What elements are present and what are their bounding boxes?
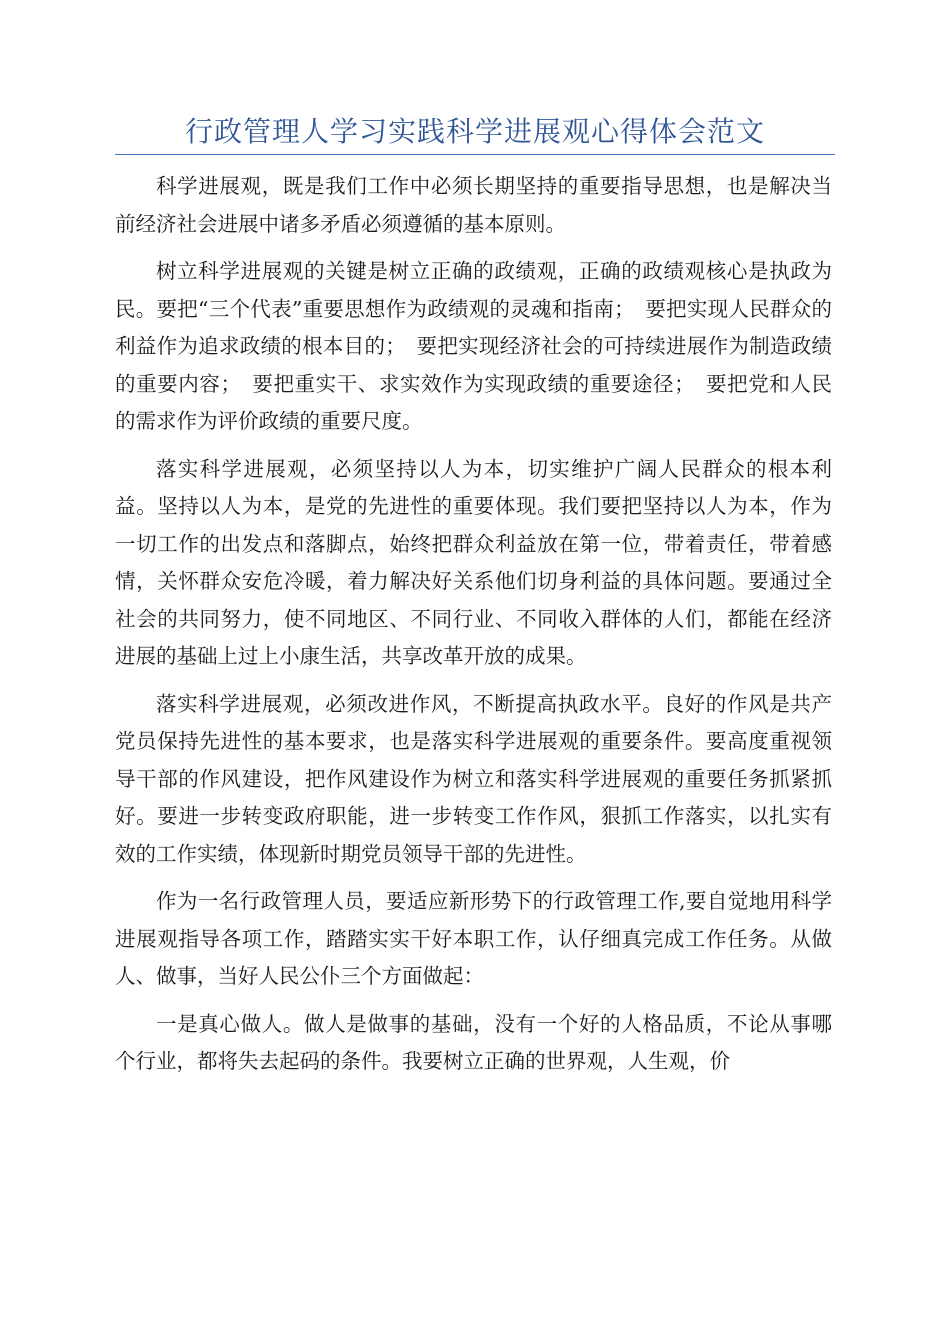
paragraph-6: 一是真心做人。做人是做事的基础，没有一个好的人格品质，不论从事哪个行业，都将失去起码的条件。我要树立正确的世界观，人生观，价 — [115, 1011, 832, 1073]
paragraph-3: 落实科学进展观，必须坚持以人为本，切实维护广阔人民群众的根本利益。坚持以人为本，是党的先进性的重要体现。我们要把坚持以人为本，作为一切工作的出发点和落脚点，始终把群众利益放在第一位，带着责任，带着感情，关怀群众安危冷暖，着力解决好关系他们切身利益的具体问题。要通过全社会的共同努力，使不同地区、不同行业、不同收入群体的人们，都能在经济进展的基础上过上小康生活，共享改革开放的成果。 — [115, 456, 832, 668]
title-underline — [115, 154, 835, 155]
document-title: 行政管理人学习实践科学进展观心得体会范文 — [184, 115, 765, 148]
document-body — [115, 168, 832, 1091]
paragraph-4: 落实科学进展观，必须改进作风，不断提高执政水平。良好的作风是共产党员保持先进性的基本要求，也是落实科学进展观的重要条件。要高度重视领导干部的作风建设，把作风建设作为树立和落实科学进展观的重要任务抓紧抓好。要进一步转变政府职能，进一步转变工作作风，狠抓工作落实，以扎实有效的工作实绩，体现新时期党员领导干部的先进性。 — [115, 691, 832, 866]
paragraph-5: 作为一名行政管理人员，要适应新形势下的行政管理工作,要自觉地用科学进展观指导各项工作，踏踏实实干好本职工作，认仔细真完成工作任务。从做人、做事，当好人民公仆三个方面做起： — [115, 889, 832, 988]
paragraph-1: 科学进展观，既是我们工作中必须长期坚持的重要指导思想，也是解决当前经济社会进展中诸多矛盾必须遵循的基本原则。 — [115, 174, 832, 236]
paragraph-2: 树立科学进展观的关键是树立正确的政绩观，正确的政绩观核心是执政为民。要把“三个代表”重要思想作为政绩观的灵魂和指南； 要把实现人民群众的利益作为追求政绩的根本目的； 要把实现经济社会的可持续进展作为制造政绩的重要内容； 要把重实干、求实效作为实现政绩的重要途径； 要把党和人民的需求作为评价政绩的重要尺度。 — [115, 259, 832, 433]
